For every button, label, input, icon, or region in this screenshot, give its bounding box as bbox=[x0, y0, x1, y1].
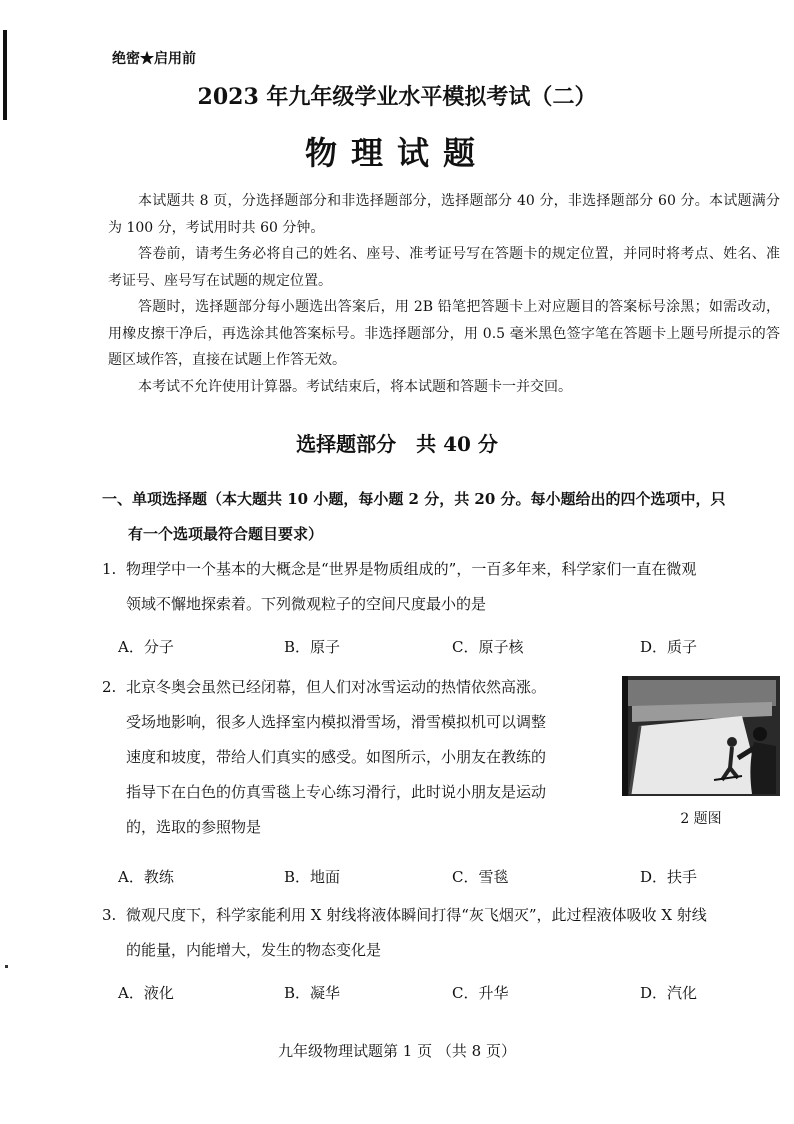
part-one-line2: 有一个选项最符合题目要求） bbox=[128, 525, 324, 543]
option-a: A．液化 bbox=[118, 984, 174, 1002]
option-c: C．原子核 bbox=[452, 638, 524, 656]
option-b: B．地面 bbox=[284, 868, 341, 886]
section-title bbox=[0, 428, 794, 457]
question-text: 的，选取的参照物是 bbox=[126, 818, 262, 836]
question-text: 的能量，内能增大，发生的物态变化是 bbox=[126, 941, 382, 959]
option-d: D．质子 bbox=[640, 638, 698, 656]
option-d: D．汽化 bbox=[640, 984, 698, 1002]
question-2-options bbox=[118, 866, 718, 896]
option-c: C．升华 bbox=[452, 984, 509, 1002]
instruction-paragraph: 答题时，选择题部分每小题选出答案后，用 2B 铅笔把答题卡上对应题目的答案标号涂黑；如需改动，用橡皮擦干净后，再选涂其他答案标号。非选择题部分，用 0.5 毫米黑色签字笔在答题卡上题号所提示的答题区域作答，直接在试题上作答无效。 bbox=[108, 299, 780, 368]
question-text: 速度和坡度，带给人们真实的感受。如图所示，小朋友在教练的 bbox=[126, 748, 547, 766]
question-number: 1. bbox=[102, 560, 117, 578]
option-a: A．教练 bbox=[118, 868, 174, 886]
option-d: D．扶手 bbox=[640, 868, 698, 886]
page-footer: 九年级物理试题第 1 页 （共 8 页） bbox=[278, 1042, 516, 1060]
question-text: 物理学中一个基本的大概念是“世界是物质组成的”，一百多年来，科学家们一直在微观 bbox=[126, 560, 697, 578]
instruction-paragraph: 本考试不允许使用计算器。考试结束后，将本试题和答题卡一并交回。 bbox=[138, 378, 572, 395]
part-one-line1: 一、单项选择题（本大题共 10 小题，每小题 2 分，共 20 分。每小题给出的四个选项中，只 bbox=[102, 490, 726, 508]
part-one-heading bbox=[102, 482, 782, 552]
paper-title: 物理试题 bbox=[304, 134, 489, 172]
ski-simulator-figure bbox=[622, 676, 780, 796]
question-text: 领域不懈地探索着。下列微观粒子的空间尺度最小的是 bbox=[126, 595, 487, 613]
instruction-paragraph: 答卷前，请考生务必将自己的姓名、座号、准考证号写在答题卡的规定位置，并同时将考点、姓名、准考证号、座号写在试题的规定位置。 bbox=[108, 246, 780, 289]
question-3 bbox=[102, 898, 792, 968]
question-text: 北京冬奥会虽然已经闭幕，但人们对冰雪运动的热情依然高涨。 bbox=[126, 678, 547, 696]
instructions bbox=[108, 188, 780, 400]
question-1 bbox=[102, 552, 792, 622]
instruction-paragraph: 本试题共 8 页，分选择题部分和非选择题部分，选择题部分 40 分，非选择题部分 60 分。本试题满分为 100 分，考试用时共 60 分钟。 bbox=[108, 193, 780, 236]
exam-title: 2023 年九年级学业水平模拟考试（二） bbox=[197, 84, 597, 110]
question-2 bbox=[102, 670, 612, 845]
question-text: 微观尺度下，科学家能利用 X 射线将液体瞬间打得“灰飞烟灭”，此过程液体吸收 X 射线 bbox=[126, 906, 707, 924]
option-b: B．凝华 bbox=[284, 984, 341, 1002]
option-b: B．原子 bbox=[284, 638, 341, 656]
option-a: A．分子 bbox=[118, 638, 174, 656]
section-score: 共 40 分 bbox=[416, 432, 498, 456]
question-number: 3. bbox=[102, 906, 117, 924]
question-text: 指导下在白色的仿真雪毯上专心练习滑行，此时说小朋友是运动 bbox=[126, 783, 547, 801]
section-name: 选择题部分 bbox=[296, 432, 397, 456]
figure-caption: 2 题图 bbox=[680, 811, 722, 827]
question-3-options bbox=[118, 982, 718, 1012]
secret-label: 绝密★启用前 bbox=[112, 51, 196, 67]
option-c: C．雪毯 bbox=[452, 868, 509, 886]
question-1-options bbox=[118, 636, 718, 666]
question-text: 受场地影响，很多人选择室内模拟滑雪场，滑雪模拟机可以调整 bbox=[126, 713, 547, 731]
question-number: 2. bbox=[102, 678, 117, 696]
scan-dot bbox=[5, 965, 8, 968]
